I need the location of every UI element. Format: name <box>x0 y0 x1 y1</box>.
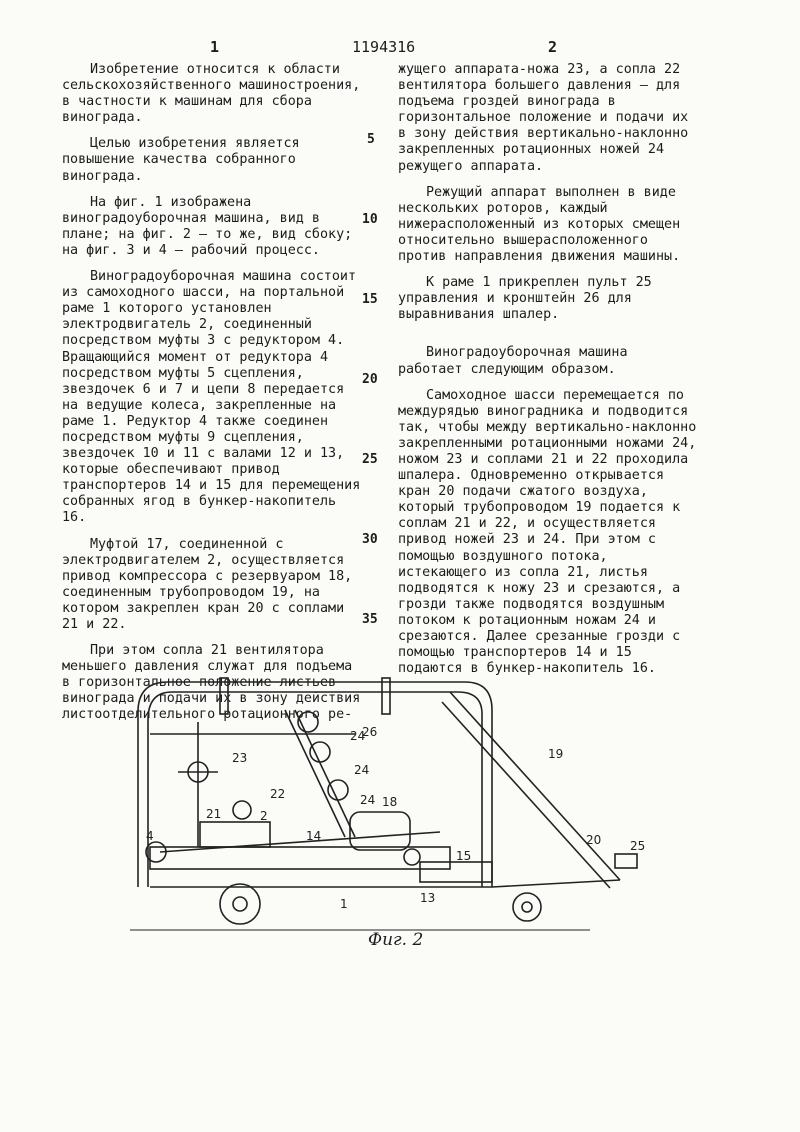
paragraph: Целью изобретения является повышение качества собранного винограда. <box>62 136 308 184</box>
line-number: 10 <box>362 212 378 227</box>
label-22: 22 <box>270 787 286 801</box>
paragraph: К раме 1 прикреплен пульт 25 управления и кронштейн 26 для выравнивания шпалер. <box>398 275 660 323</box>
right-text-column <box>398 62 705 687</box>
label-24: 24 <box>354 763 370 777</box>
paragraph: Изобретение относится к области сельскохозяйственного машиностроения, в частности к машинам для сбора винограда. <box>62 62 369 126</box>
label-18: 18 <box>382 795 398 809</box>
label-14: 14 <box>306 829 322 843</box>
portal-frame <box>138 682 492 887</box>
motor-pulley <box>233 801 251 819</box>
shaft-13 <box>404 849 420 865</box>
label-15: 15 <box>456 849 472 863</box>
label-24: 24 <box>350 729 366 743</box>
compressor-18 <box>350 812 410 850</box>
patent-number: 1194316 <box>352 38 416 56</box>
conveyor-14 <box>160 832 440 852</box>
label-21: 21 <box>206 807 222 821</box>
bracket-26 <box>220 678 228 714</box>
line-number: 30 <box>362 532 378 547</box>
label-24: 24 <box>360 793 376 807</box>
label-26: 26 <box>362 725 378 739</box>
label-13: 13 <box>420 891 436 905</box>
figure-caption: Фиг. 2 <box>368 930 424 950</box>
paragraph: Режущий аппарат выполнен в виде нескольких роторов, каждый нижерасположенный из которых смещен относительно вышерасположенного против направления движения машины. <box>398 184 689 265</box>
line-number: 20 <box>362 372 378 387</box>
left-text-column <box>62 62 369 734</box>
paragraph: На фиг. 1 изображена виноградоуборочная машина, вид в плане; на фиг. 2 – то же, вид сбоку; на фиг. 3 и 4 – рабочий процесс. <box>62 194 361 258</box>
left-column-number: 1 <box>210 38 220 56</box>
knife-24 <box>310 742 330 762</box>
control-panel-25 <box>615 854 637 868</box>
label-20: 20 <box>586 833 602 847</box>
figure-2-side-view-drawing <box>120 662 646 932</box>
paragraph: Виноградоуборочная машина состоит из самоходного шасси, на портальной раме 1 которого установлен электродвигатель 2, соединенный посредством муфты 3 с редуктором 4. Вращающийся момент от редуктора 4 посредством муфты 5 сцепления, звездочек 6 и 7 и цепи 8 передается на ведущие колеса, закрепленные на раме 1. Редуктор 4 также соединен посредством муфты 9 сцепления, звездочек 10 и 11 с валами 12 и 13, которые обеспечивают привод транспортеров 14 и 15 для перемещения собранных ягод в бункер-накопитель 16. <box>62 269 369 526</box>
paragraph: Виноградоуборочная машина работает следующим образом. <box>398 345 636 377</box>
label-1: 1 <box>340 897 348 911</box>
bracket-26 <box>382 678 390 714</box>
label-4: 4 <box>146 829 154 843</box>
rear-wheel-hub <box>233 897 247 911</box>
front-wheel-hub <box>522 902 532 912</box>
line-number: 15 <box>362 292 378 307</box>
rear-wheel <box>220 884 260 924</box>
front-wheel <box>513 893 541 921</box>
paragraph: При этом сопла 21 вентилятора меньшего давления служат для подъема в горизонтальное положение листьев винограда и подачи их в зону действия листоотделительного ротационного ре- <box>62 643 369 723</box>
label-19: 19 <box>548 747 564 761</box>
label-23: 23 <box>232 751 248 765</box>
paragraph: Самоходное шасси перемещается по междурядью виноградника и подводится так, чтобы между вертикально-наклонно закрепленными ротационными ножами 24, ножом 23 и соплами 21 и 22 проходила шпалера. Одновременно открывается кран 20 подачи сжатого воздуха, который трубопроводом 19 подается к соплам 21 и 22, и осуществляется привод ножей 23 и 24. При этом с помощью воздушного потока, истекающего из сопла 21, листья подводятся к ножу 23 и срезаются, а грозди также подводятся воздушным потоком к ротационным ножам 24 и срезаются. Далее срезанные грозди с помощью транспортеров 14 и 15 подаются в бункер-накопитель 16. <box>398 387 705 677</box>
boom-lower <box>492 880 620 887</box>
motor-2 <box>200 822 270 847</box>
knife-shaft-inner <box>295 710 355 837</box>
right-column-number: 2 <box>548 38 558 56</box>
boom <box>450 692 620 880</box>
paragraph: Муфтой 17, соединенной с электродвигателем 2, осуществляется привод компрессора с резервуаром 18, соединенным трубопроводом 19, на котором закреплен кран 20 с соплами 21 и 22. <box>62 536 361 632</box>
knife-24 <box>328 780 348 800</box>
line-number: 5 <box>367 132 375 147</box>
line-number: 25 <box>362 452 378 467</box>
paragraph: жущего аппарата-ножа 23, а сопла 22 вентилятора большего давления – для подъема гроздей винограда в горизонтальное положение и подачи их в зону действия вертикально-наклонно закрепленных ротационных ножей 24 режущего аппарата. <box>398 62 697 174</box>
label-2: 2 <box>260 809 268 823</box>
line-number: 35 <box>362 612 378 627</box>
label-25: 25 <box>630 839 646 853</box>
